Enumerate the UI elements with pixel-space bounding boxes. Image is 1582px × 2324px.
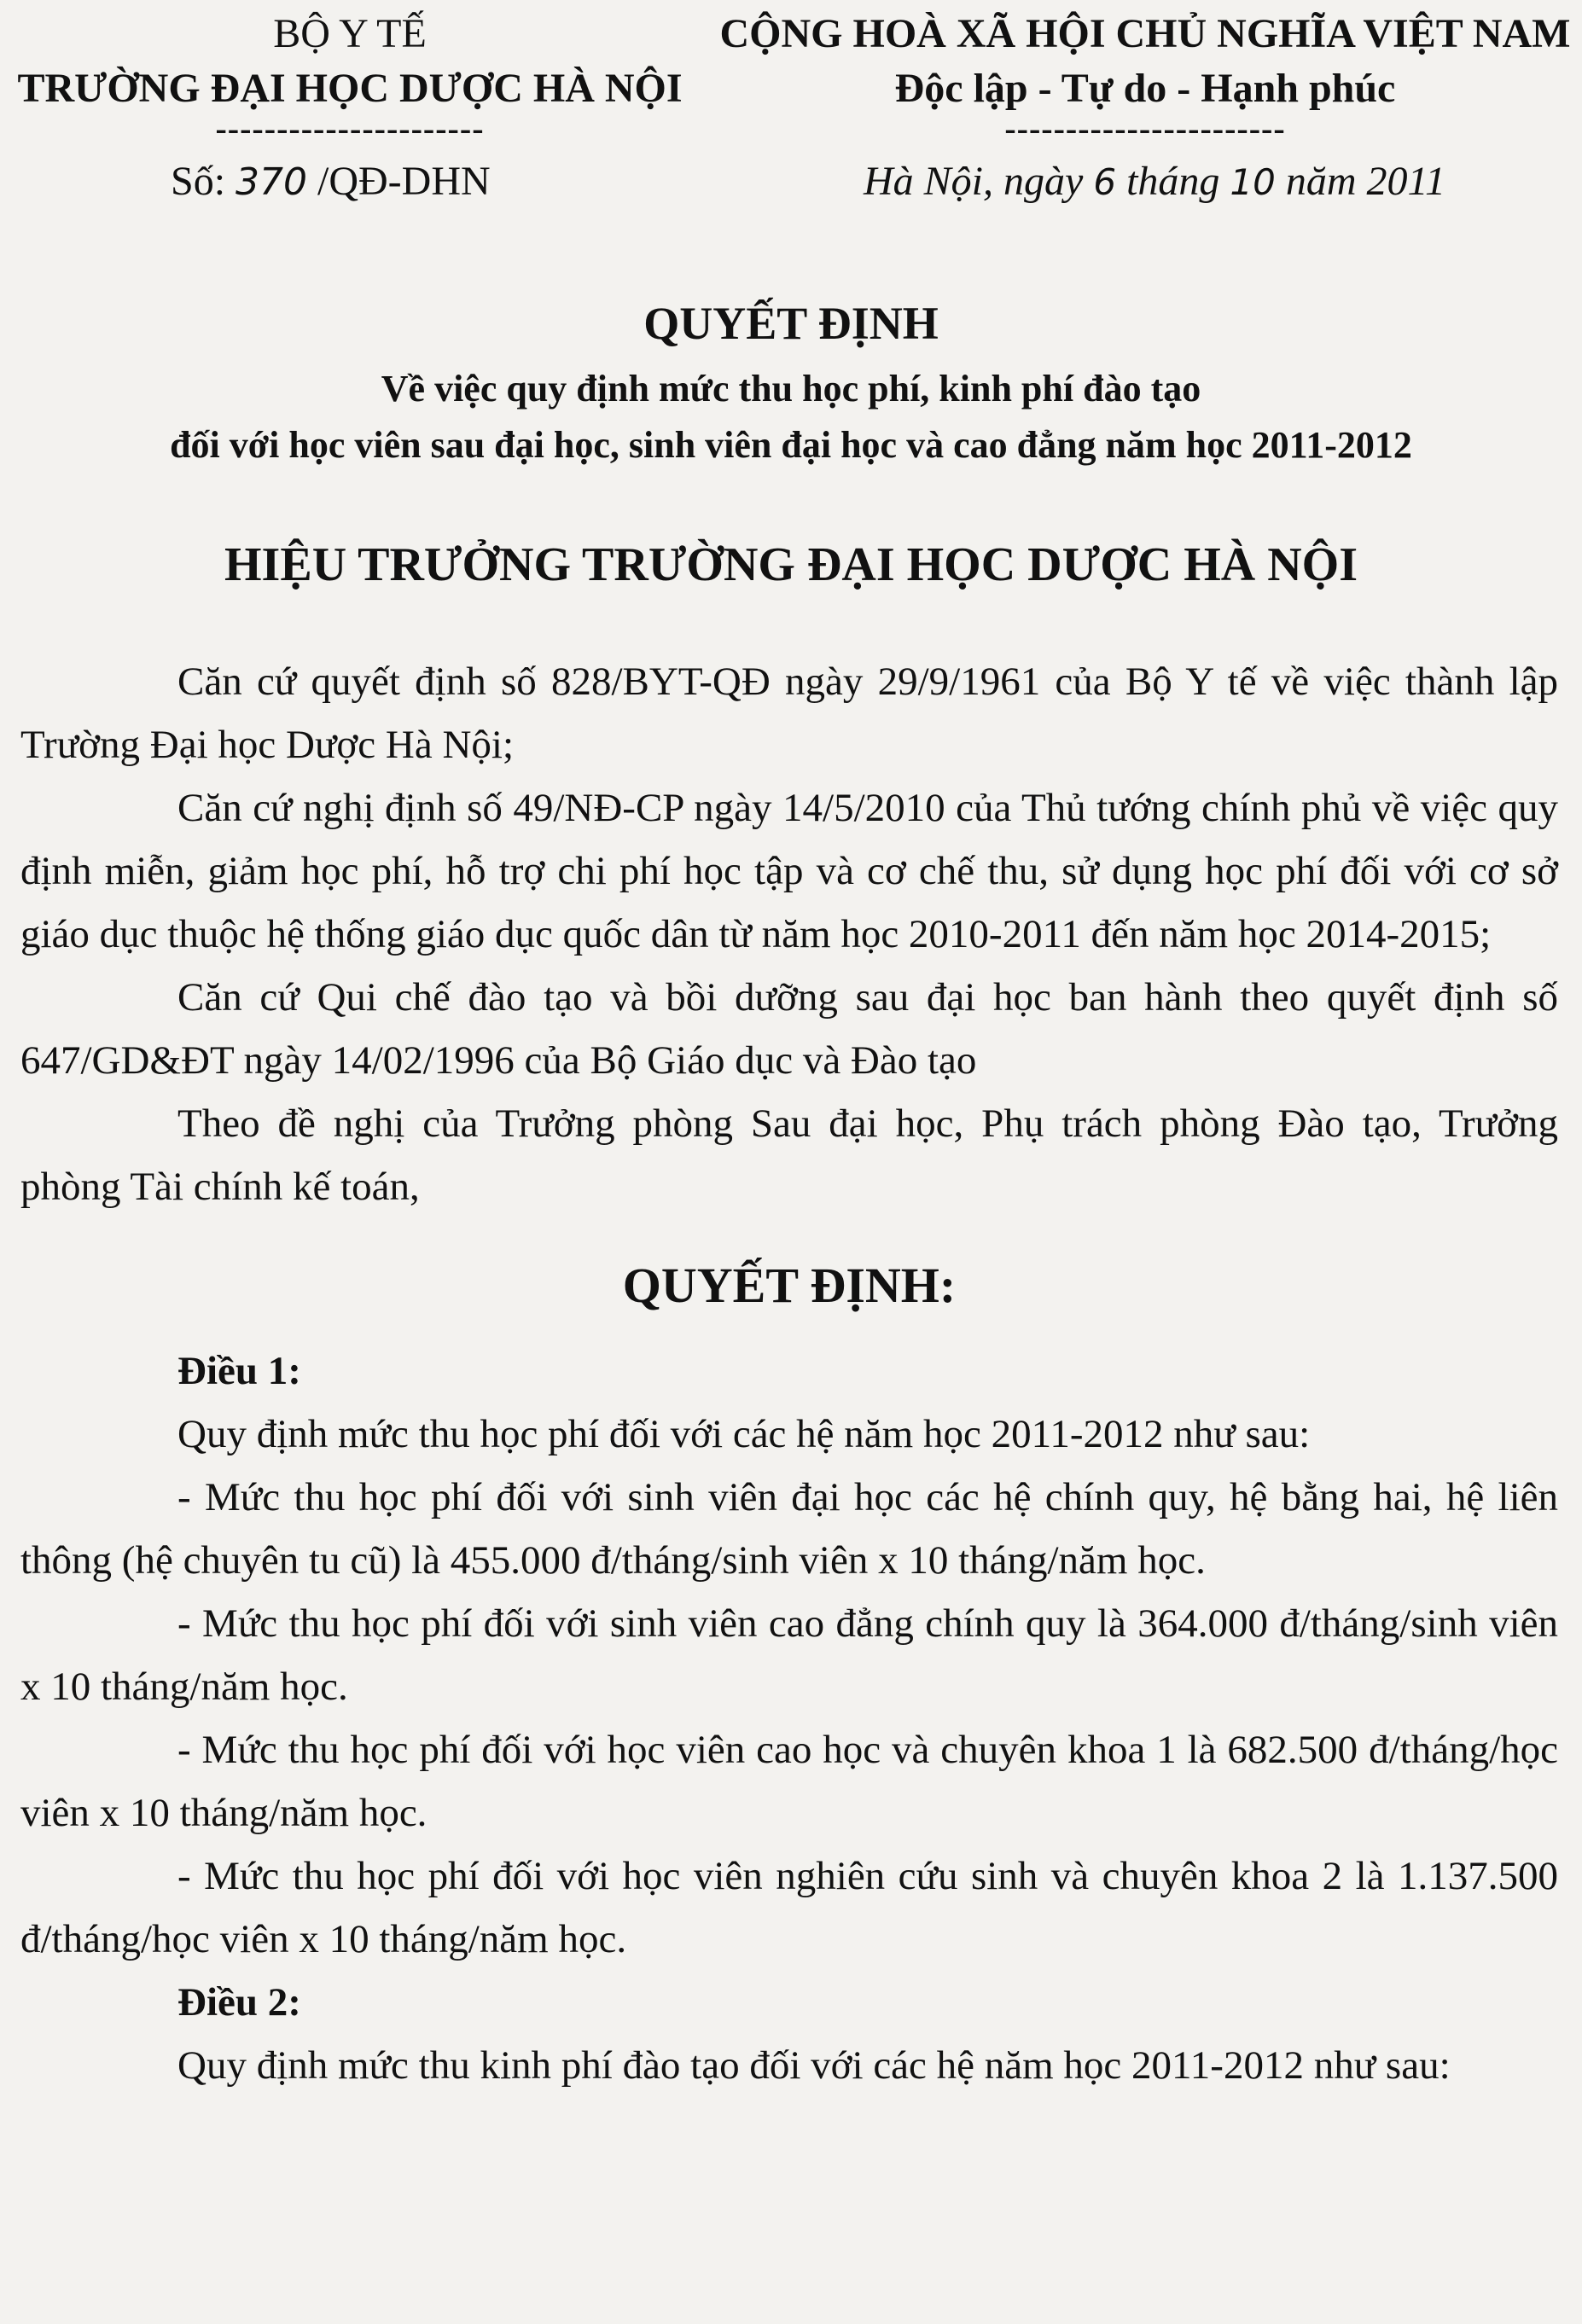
issuer-block bbox=[9, 7, 691, 148]
article-1-intro: Quy định mức thu học phí đối với các hệ năm học 2011-2012 như sau: bbox=[177, 1412, 1311, 1456]
motto-divider: ----------------------- bbox=[1004, 109, 1286, 148]
basis-paragraph-2: Căn cứ nghị định số 49/NĐ-CP ngày 14/5/2010 của Thủ tướng chính phủ về việc quy định miễn, giảm học phí, hỗ trợ chi phí học tập và cơ chế thu, sử dụng học phí đối với cơ sở giáo dục thuộc hệ thống giáo dục quốc dân từ năm học 2010-2011 đến năm học 2014-2015; bbox=[20, 786, 1558, 956]
date-mid: tháng bbox=[1116, 159, 1230, 204]
article-1-title: Điều 1: bbox=[177, 1349, 301, 1393]
school-name: TRƯỜNG ĐẠI HỌC DƯỢC HÀ NỘI bbox=[17, 66, 683, 111]
document-date bbox=[864, 158, 1445, 205]
document-title: QUYẾT ĐỊNH bbox=[643, 298, 939, 349]
article-1-item-2: - Mức thu học phí đối với sinh viên cao đẳng chính quy là 364.000 đ/tháng/sinh viên x 10 tháng/năm học. bbox=[20, 1601, 1558, 1709]
national-motto: Độc lập - Tự do - Hạnh phúc bbox=[894, 66, 1396, 111]
basis-paragraph-4: Theo đề nghị của Trưởng phòng Sau đại học, Phụ trách phòng Đào tạo, Trưởng phòng Tài chính kế toán, bbox=[20, 1101, 1558, 1209]
document-body bbox=[20, 650, 1558, 2097]
article-2-intro: Quy định mức thu kinh phí đào tạo đối với các hệ năm học 2011-2012 như sau: bbox=[177, 2043, 1451, 2088]
article-1-item-3: - Mức thu học phí đối với học viên cao học và chuyên khoa 1 là 682.500 đ/tháng/học viên x 10 tháng/năm học. bbox=[20, 1728, 1558, 1835]
national-header bbox=[708, 7, 1582, 148]
article-2-title: Điều 2: bbox=[177, 1980, 301, 2025]
date-suffix: năm 2011 bbox=[1275, 159, 1445, 204]
authority-heading: HIỆU TRƯỞNG TRƯỜNG ĐẠI HỌC DƯỢC HÀ NỘI bbox=[224, 538, 1358, 591]
article-1-item-4: - Mức thu học phí đối với học viên nghiên cứu sinh và chuyên khoa 2 là 1.137.500 đ/tháng/học viên x 10 tháng/năm học. bbox=[20, 1854, 1558, 1961]
date-prefix: Hà Nội, ngày bbox=[864, 159, 1094, 204]
article-1-item-1: - Mức thu học phí đối với sinh viên đại học các hệ chính quy, hệ bằng hai, hệ liên thông (hệ chuyên tu cũ) là 455.000 đ/tháng/sinh viên x 10 tháng/năm học. bbox=[20, 1475, 1558, 1583]
document-number bbox=[171, 158, 491, 205]
subject-line-2: đối với học viên sau đại học, sinh viên đại học và cao đẳng năm học 2011-2012 bbox=[170, 424, 1412, 466]
date-day-handwritten: 6 bbox=[1093, 161, 1117, 203]
decision-heading: QUYẾT ĐỊNH: bbox=[622, 1258, 957, 1313]
document-number-prefix: Số: bbox=[171, 159, 236, 204]
document-number-handwritten: 370 bbox=[236, 160, 308, 204]
ministry-name: BỘ Y TẾ bbox=[273, 11, 427, 56]
basis-paragraph-1: Căn cứ quyết định số 828/BYT-QĐ ngày 29/9/1961 của Bộ Y tế về việc thành lập Trường Đại học Dược Hà Nội; bbox=[20, 659, 1558, 767]
document-number-suffix: /QĐ-DHN bbox=[307, 159, 491, 204]
date-month-handwritten: 10 bbox=[1230, 161, 1276, 203]
country-name: CỘNG HOÀ XÃ HỘI CHỦ NGHĨA VIỆT NAM bbox=[719, 11, 1571, 56]
subject-line-1: Về việc quy định mức thu học phí, kinh phí đào tạo bbox=[381, 368, 1201, 410]
basis-paragraph-3: Căn cứ Qui chế đào tạo và bồi dưỡng sau đại học ban hành theo quyết định số 647/GD&ĐT ngày 14/02/1996 của Bộ Giáo dục và Đào tạo bbox=[20, 975, 1558, 1083]
issuer-divider: ---------------------- bbox=[215, 109, 485, 148]
